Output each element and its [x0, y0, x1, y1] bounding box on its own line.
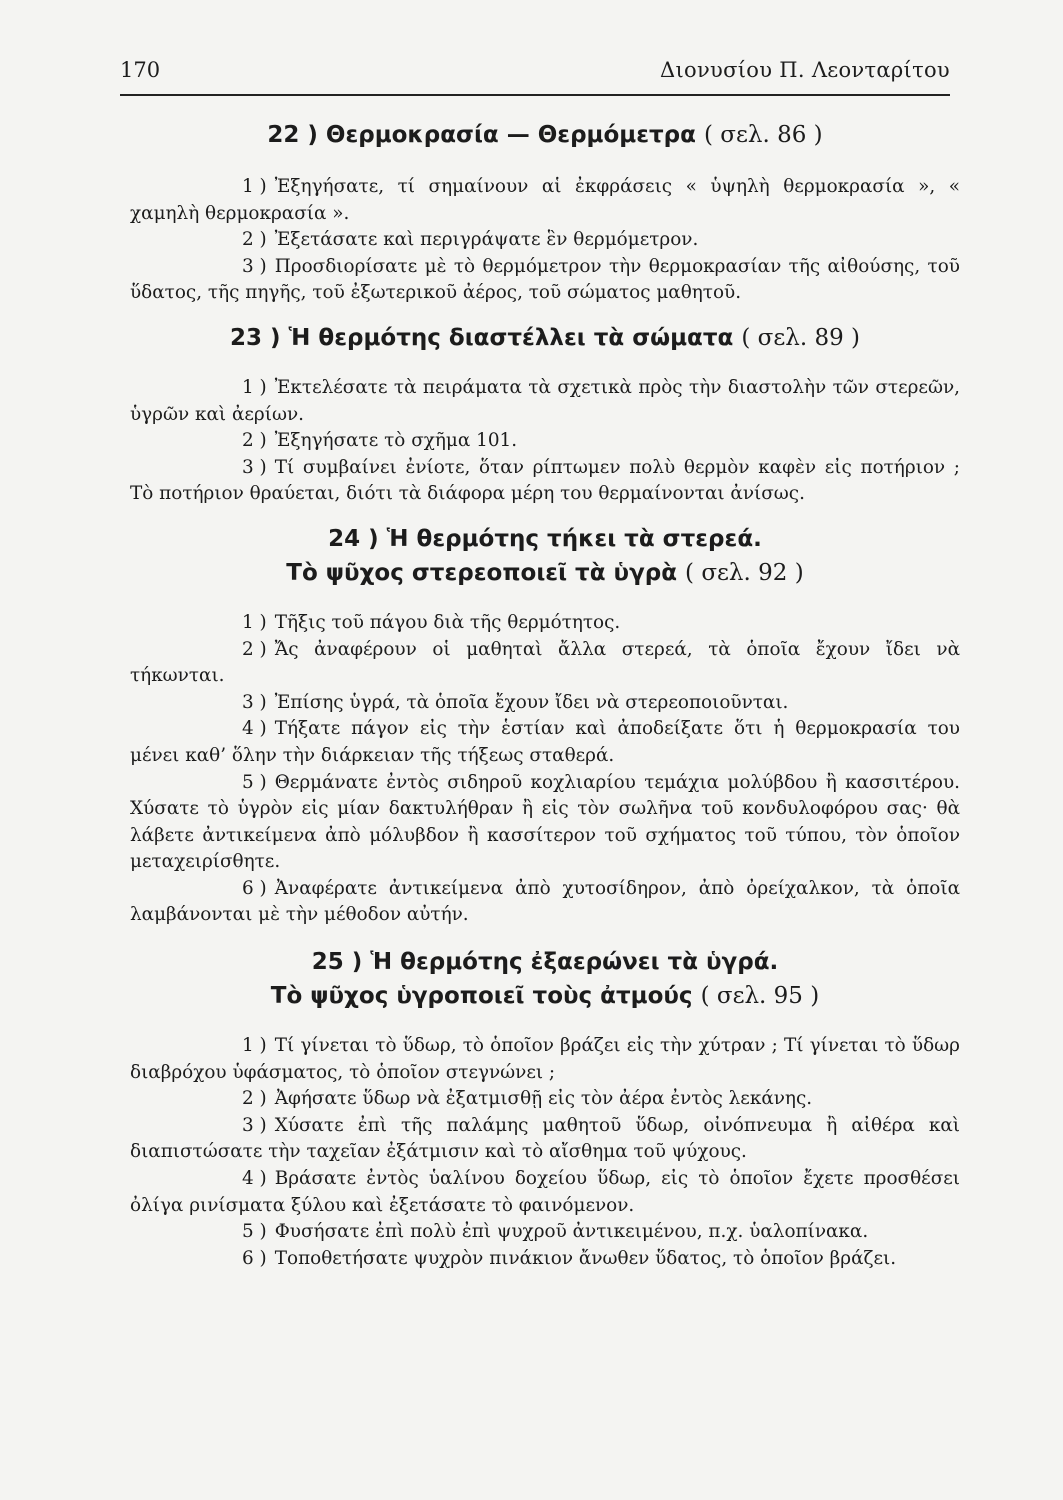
item-number: 3 ): [242, 456, 267, 478]
item-number: 5 ): [242, 771, 267, 793]
item-text: Θερμάνατε ἐντὸς σιδηροῦ κοχλιαρίου τεμάχια μολύβδου ἢ κασσιτέρου. Χύσατε τὸ ὑγρὸν εἰς μίαν δακτυλήθραν ἢ εἰς τὸν σωλῆνα τοῦ κονδυλοφόρου σας· θὰ λάβετε ἀντικείμενα ἀπὸ μόλυβδον ἢ κασσίτερον τοῦ σχήματος τοῦ τύπου, τὸν ὁποῖον μεταχειρίσθητε.: [130, 771, 960, 873]
item-number: 1 ): [242, 1035, 267, 1057]
item-number: 6 ): [242, 877, 267, 899]
item-text: Τοποθετήσατε ψυχρὸν πινάκιον ἄνωθεν ὕδατος, τὸ ὁποῖον βράζει.: [274, 1247, 897, 1269]
item-number: 6 ): [242, 1247, 267, 1269]
item-number: 2 ): [242, 638, 267, 660]
item-number: 1 ): [242, 176, 267, 197]
exercise-item: [130, 174, 960, 227]
item-number: 2 ): [242, 229, 267, 251]
exercise-item: [130, 690, 960, 717]
section-heading: 24 ) Ἡ θερμότης τήκει τὰ στερεά.: [328, 525, 762, 552]
section-heading: 23 ) Ἡ θερμότης διαστέλλει τὰ σώματα: [229, 324, 734, 351]
section-page-ref: ( σελ. 95 ): [700, 983, 820, 1010]
section-title-24: [130, 522, 960, 590]
item-text: Τῆξις τοῦ πάγου διὰ τῆς θερμότητος.: [274, 611, 621, 633]
section-page-ref: ( σελ. 86 ): [703, 122, 823, 148]
page-header: [120, 50, 950, 96]
item-text: Ἐκτελέσατε τὰ πειράματα τὰ σχετικὰ πρὸς τὴν διαστολὴν τῶν στερεῶν, ὑγρῶν καὶ ἀερίων.: [130, 376, 960, 425]
exercise-item: [130, 1033, 960, 1086]
item-text: Ἄς ἀναφέρουν οἱ μαθηταὶ ἄλλα στερεά, τὰ ὁποῖα ἔχουν ἴδει νὰ τήκωνται.: [130, 638, 960, 687]
exercise-item: [130, 375, 960, 428]
item-number: 5 ): [242, 1221, 267, 1243]
section-title-22: [130, 118, 960, 152]
exercise-item: [130, 1246, 960, 1273]
exercise-item: [130, 1166, 960, 1219]
section-heading: 25 ) Ἡ θερμότης ἐξαερώνει τὰ ὑγρά.: [311, 949, 779, 976]
section-subheading: Τὸ ψῦχος ὑγροποιεῖ τοὺς ἀτμούς: [270, 983, 693, 1010]
section-subheading: Τὸ ψῦχος στερεοποιεῖ τὰ ὑγρὰ: [286, 559, 678, 586]
page-body: [130, 118, 960, 1272]
item-number: 2 ): [242, 1088, 267, 1110]
exercise-item: [130, 254, 960, 307]
item-number: 4 ): [242, 718, 267, 740]
item-text: Χύσατε ἐπὶ τῆς παλάμης μαθητοῦ ὕδωρ, οἰνόπνευμα ἢ αἰθέρα καὶ διαπιστώσατε τὴν ταχεῖαν ἐξάτμισιν καὶ τὸ αἴσθημα τοῦ ψύχους.: [130, 1114, 960, 1163]
exercise-item: [130, 227, 960, 254]
item-number: 3 ): [242, 1114, 267, 1136]
item-number: 3 ): [242, 255, 267, 277]
section-heading: 22 ) Θερμοκρασία — Θερμόμετρα: [267, 122, 696, 148]
item-number: 1 ): [242, 611, 267, 633]
exercise-item: [130, 1113, 960, 1166]
item-text: Ἐξηγήσατε, τί σημαίνουν αἱ ἐκφράσεις « ὑψηλὴ θερμοκρασία », « χαμηλὴ θερμοκρασία ».: [130, 176, 960, 224]
item-number: 1 ): [242, 376, 267, 398]
item-text: Ἀφήσατε ὕδωρ νὰ ἐξατμισθῇ εἰς τὸν ἀέρα ἐντὸς λεκάνης.: [274, 1088, 813, 1110]
section-title-23: [130, 321, 960, 355]
exercise-item: [130, 455, 960, 508]
exercise-item: [130, 428, 960, 455]
item-number: 2 ): [242, 430, 267, 452]
section-title-25: [130, 945, 960, 1013]
section-page-ref: ( σελ. 92 ): [685, 559, 804, 586]
page-number: 170: [120, 58, 161, 82]
item-text: Προσδιορίσατε μὲ τὸ θερμόμετρον τὴν θερμοκρασίαν τῆς αἰθούσης, τοῦ ὕδατος, τῆς πηγῆς, τοῦ ἐξωτερικοῦ ἀέρος, τοῦ σώματος μαθητοῦ.: [130, 255, 960, 304]
item-text: Ἐπίσης ὑγρά, τὰ ὁποῖα ἔχουν ἴδει νὰ στερεοποιοῦνται.: [274, 691, 789, 713]
item-text: Τί συμβαίνει ἐνίοτε, ὅταν ρίπτωμεν πολὺ θερμὸν καφὲν εἰς ποτήριον ; Τὸ ποτήριον θραύεται, διότι τὰ διάφορα μέρη του θερμαίνονται ἀνίσως.: [130, 456, 960, 505]
item-text: Ἀναφέρατε ἀντικείμενα ἀπὸ χυτοσίδηρον, ἀπὸ ὀρείχαλκον, τὰ ὁποῖα λαμβάνονται μὲ τὴν μέθοδον αὐτήν.: [130, 877, 960, 926]
exercise-item: [130, 637, 960, 690]
item-number: 3 ): [242, 691, 267, 713]
exercise-item: [130, 1086, 960, 1113]
exercise-item: [130, 770, 960, 876]
exercise-item: [130, 876, 960, 929]
exercise-item: [130, 716, 960, 769]
item-text: Ἐξετάσατε καὶ περιγράψατε ἓν θερμόμετρον.: [274, 229, 699, 251]
item-text: Τί γίνεται τὸ ὕδωρ, τὸ ὁποῖον βράζει εἰς τὴν χύτραν ; Τί γίνεται τὸ ὕδωρ διαβρόχου ὑφάσματος, τὸ ὁποῖον στεγνώνει ;: [130, 1035, 960, 1083]
item-text: Φυσήσατε ἐπὶ πολὺ ἐπὶ ψυχροῦ ἀντικειμένου, π.χ. ὑαλοπίνακα.: [274, 1221, 869, 1243]
exercise-item: [130, 610, 960, 637]
item-text: Τήξατε πάγον εἰς τὴν ἑστίαν καὶ ἀποδείξατε ὅτι ἡ θερμοκρασία του μένει καθ’ ὅλην τὴν διάρκειαν τῆς τήξεως σταθερά.: [130, 718, 960, 766]
item-text: Βράσατε ἐντὸς ὑαλίνου δοχείου ὕδωρ, εἰς τὸ ὁποῖον ἔχετε προσθέσει ὀλίγα ρινίσματα ξύλου καὶ ἐξετάσατε τὸ φαινόμενον.: [130, 1168, 960, 1216]
item-text: Ἐξηγήσατε τὸ σχῆμα 101.: [274, 430, 518, 452]
item-number: 4 ): [242, 1168, 267, 1190]
running-head: Διονυσίου Π. Λεονταρίτου: [660, 58, 950, 82]
exercise-item: [130, 1219, 960, 1246]
section-page-ref: ( σελ. 89 ): [741, 324, 860, 351]
